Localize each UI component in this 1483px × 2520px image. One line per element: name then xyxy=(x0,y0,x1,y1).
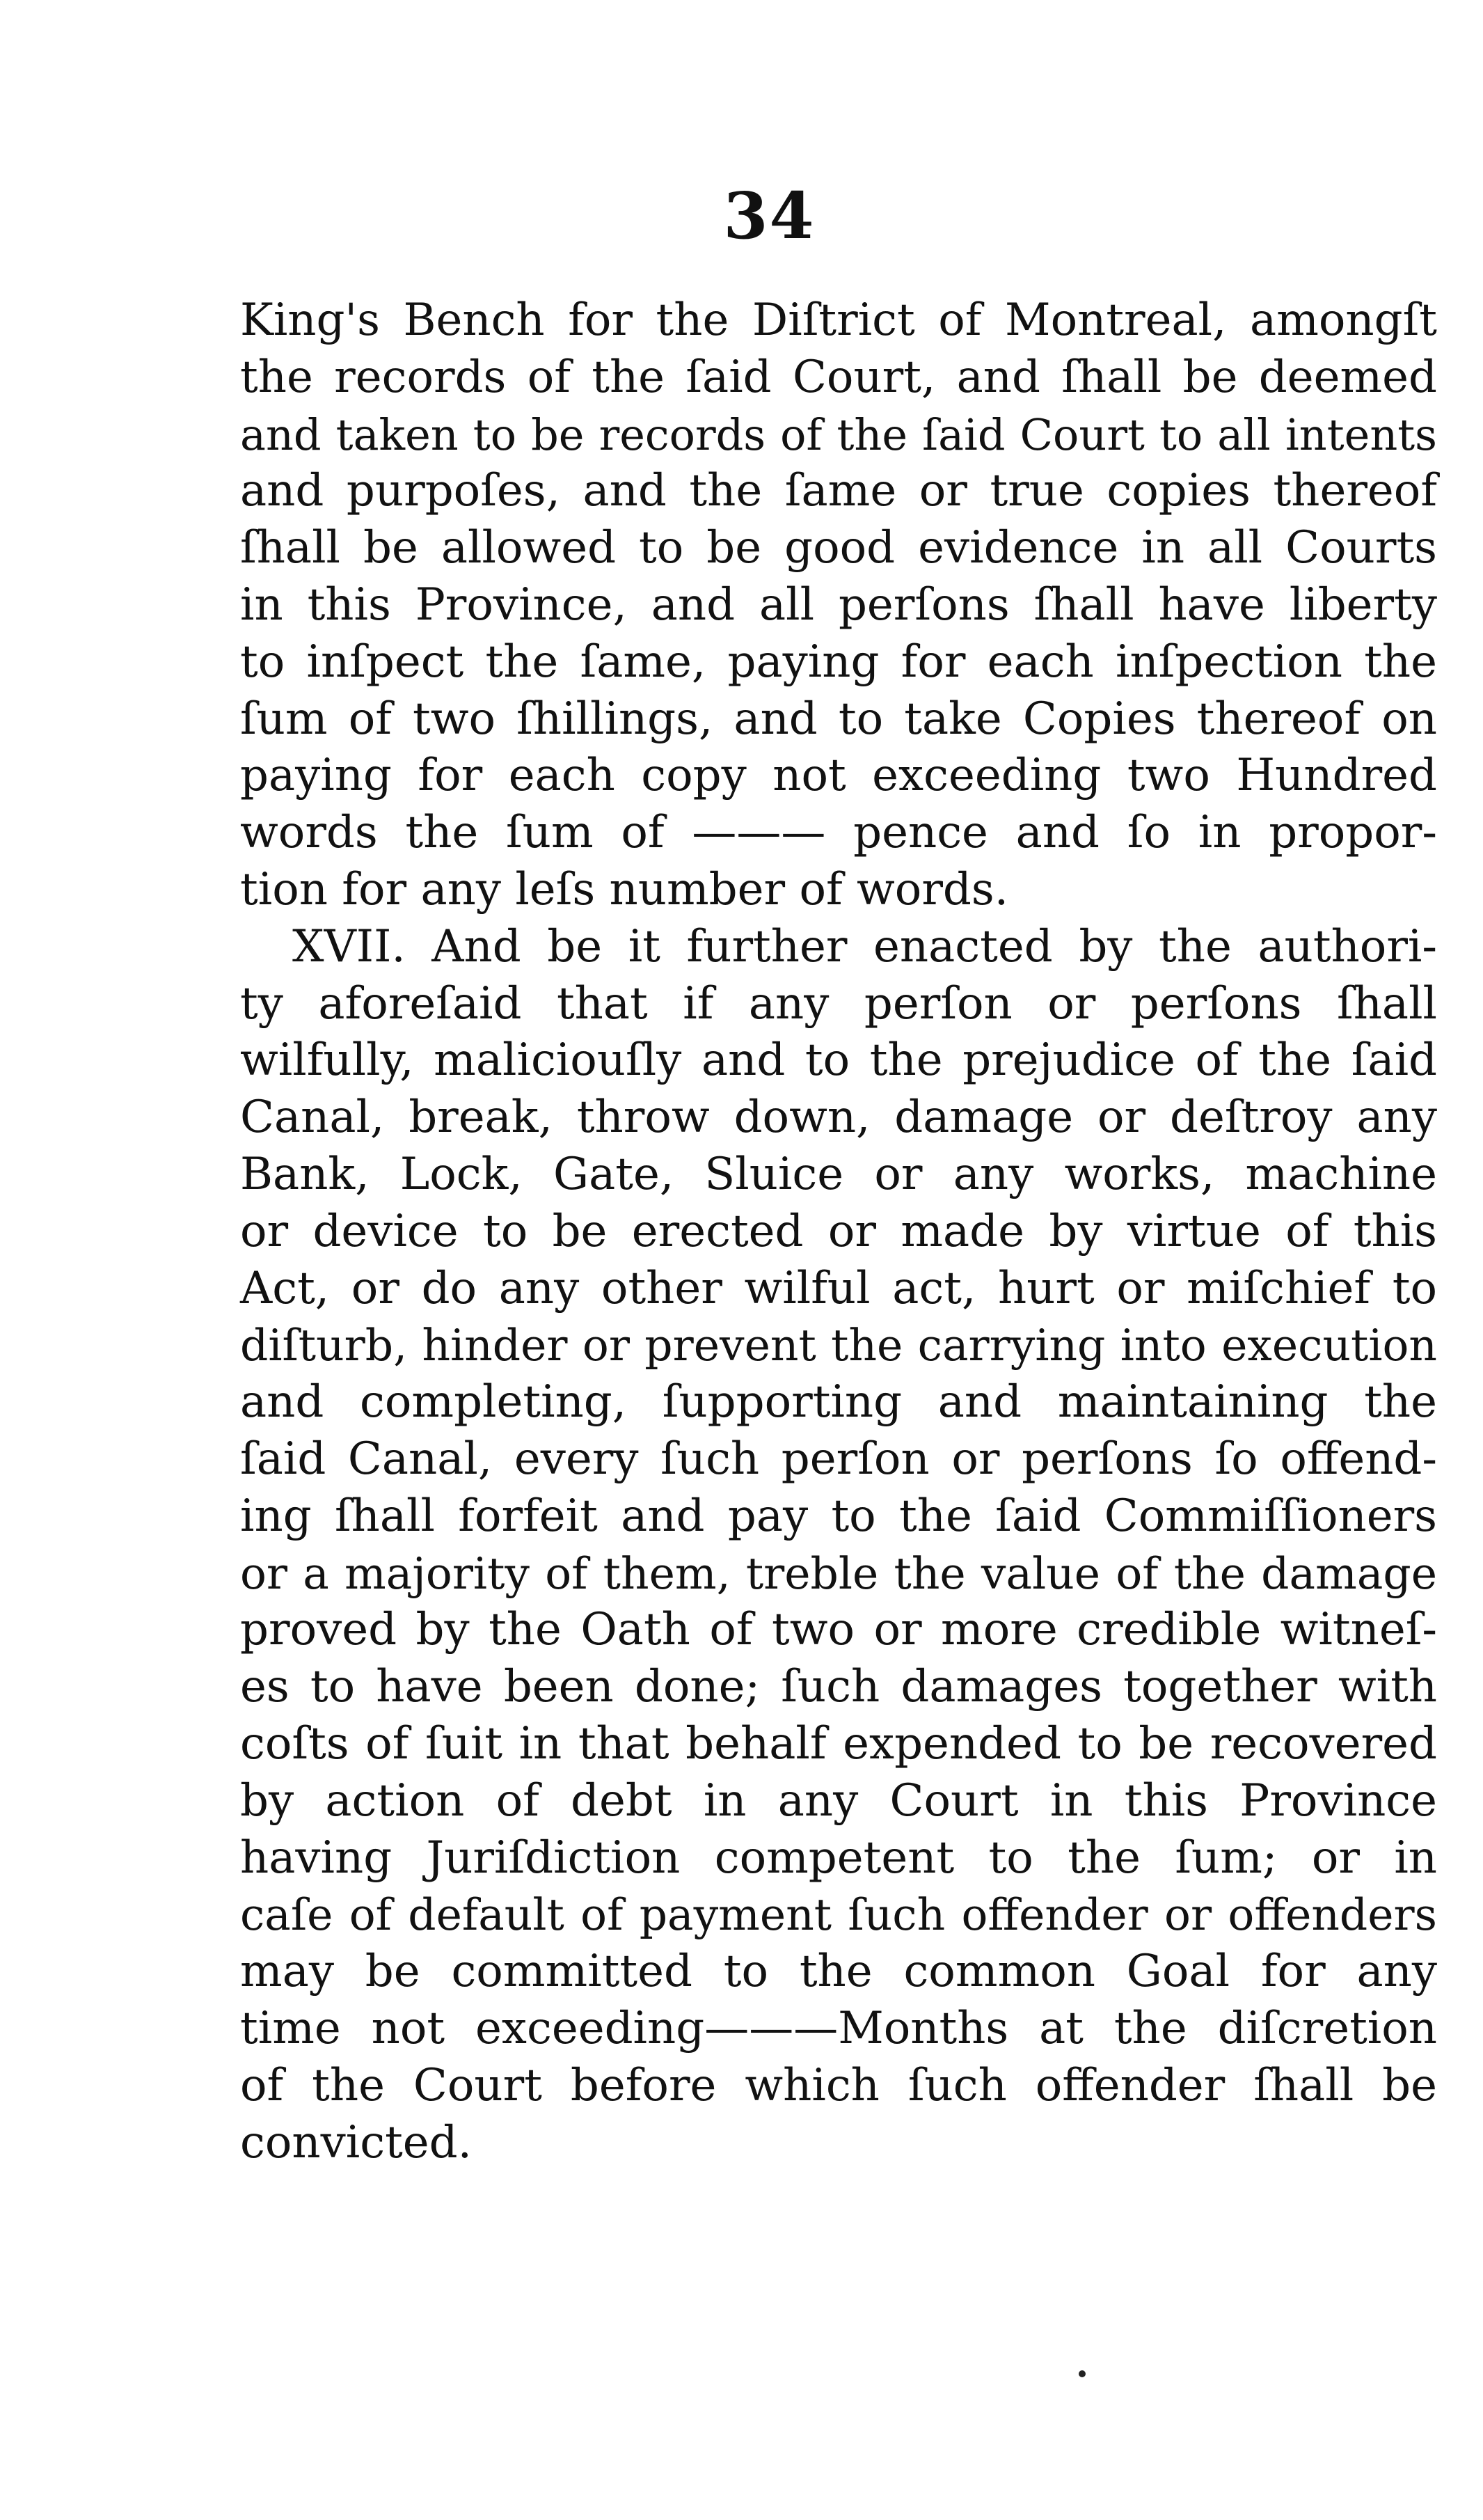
text-line: to inſpect the ſame, paying for each inſpection the xyxy=(240,636,1437,688)
text-line: the records of the ſaid Court, and ſhall be deemed xyxy=(240,351,1437,403)
text-line: and purpoſes, and the ſame or true copies thereof xyxy=(240,465,1437,517)
text-line: ſhall be allowed to be good evidence in all Courts xyxy=(240,522,1437,574)
text-line: paying for each copy not exceeding two Hundred xyxy=(240,750,1437,802)
text-line: in this Province, and all perſons ſhall have liberty xyxy=(240,578,1437,631)
text-line: having Juriſdiction competent to the ſum; or in xyxy=(240,1832,1437,1884)
text-line: ſum of two ſhillings, and to take Copies thereof on xyxy=(240,693,1437,745)
text-line: Bank, Lock, Gate, Sluice or any works, machine xyxy=(240,1148,1437,1200)
text-line: of the Court before which ſuch offender ſhall be xyxy=(240,2059,1437,2111)
text-line: caſe of default of payment ſuch offender or offenders xyxy=(240,1889,1437,1941)
text-line: or device to be erected or made by virtue of this xyxy=(240,1205,1437,1257)
text-line: tion for any leſs number of words. xyxy=(240,863,1009,915)
text-line: convicted. xyxy=(240,2116,472,2168)
text-line: Act, or do any other wilful act, hurt or miſchief to xyxy=(240,1262,1437,1314)
text-line: and completing, ſupporting and maintaining the xyxy=(240,1376,1437,1428)
page-number: 34 xyxy=(723,178,816,253)
text-line: and taken to be records of the ſaid Court to all intents xyxy=(240,409,1437,460)
text-line: words the ſum of ——— pence and ſo in propor- xyxy=(240,807,1437,859)
text-line: King's Bench for the Diſtrict of Montreal, amongſt xyxy=(240,294,1437,346)
text-line: coſts of ſuit in that behalf expended to be recovered xyxy=(240,1717,1437,1770)
text-line: wilfully, maliciouſly and to the prejudice of the ſaid xyxy=(240,1034,1437,1087)
text-line: es to have been done; ſuch damages together with xyxy=(240,1661,1437,1713)
text-line: Canal, break, throw down, damage or deſtroy any xyxy=(240,1092,1437,1144)
text-line: proved by the Oath of two or more credible witneſ- xyxy=(240,1604,1437,1656)
text-line: by action of debt in any Court in this Province xyxy=(240,1774,1437,1827)
text-line: time not exceeding———Months at the diſcretion xyxy=(240,2002,1437,2054)
text-line: or a majority of them, treble the value of the damage xyxy=(240,1548,1437,1599)
ink-speck xyxy=(1079,2370,1086,2377)
section-heading-line: XVII. And be it further enacted by the authori- xyxy=(292,920,1437,972)
text-line: ing ſhall forfeit and pay to the ſaid Commiſſioners xyxy=(240,1490,1437,1542)
body-text xyxy=(240,292,1437,2171)
text-line: ſaid Canal, every ſuch perſon or perſons ſo offend- xyxy=(240,1433,1437,1485)
text-line: diſturb, hinder or prevent the carrying into execution xyxy=(240,1320,1437,1371)
text-line: may be committed to the common Goal for any xyxy=(240,1946,1437,1998)
text-line: ty aforeſaid that if any perſon or perſons ſhall xyxy=(240,977,1437,1030)
